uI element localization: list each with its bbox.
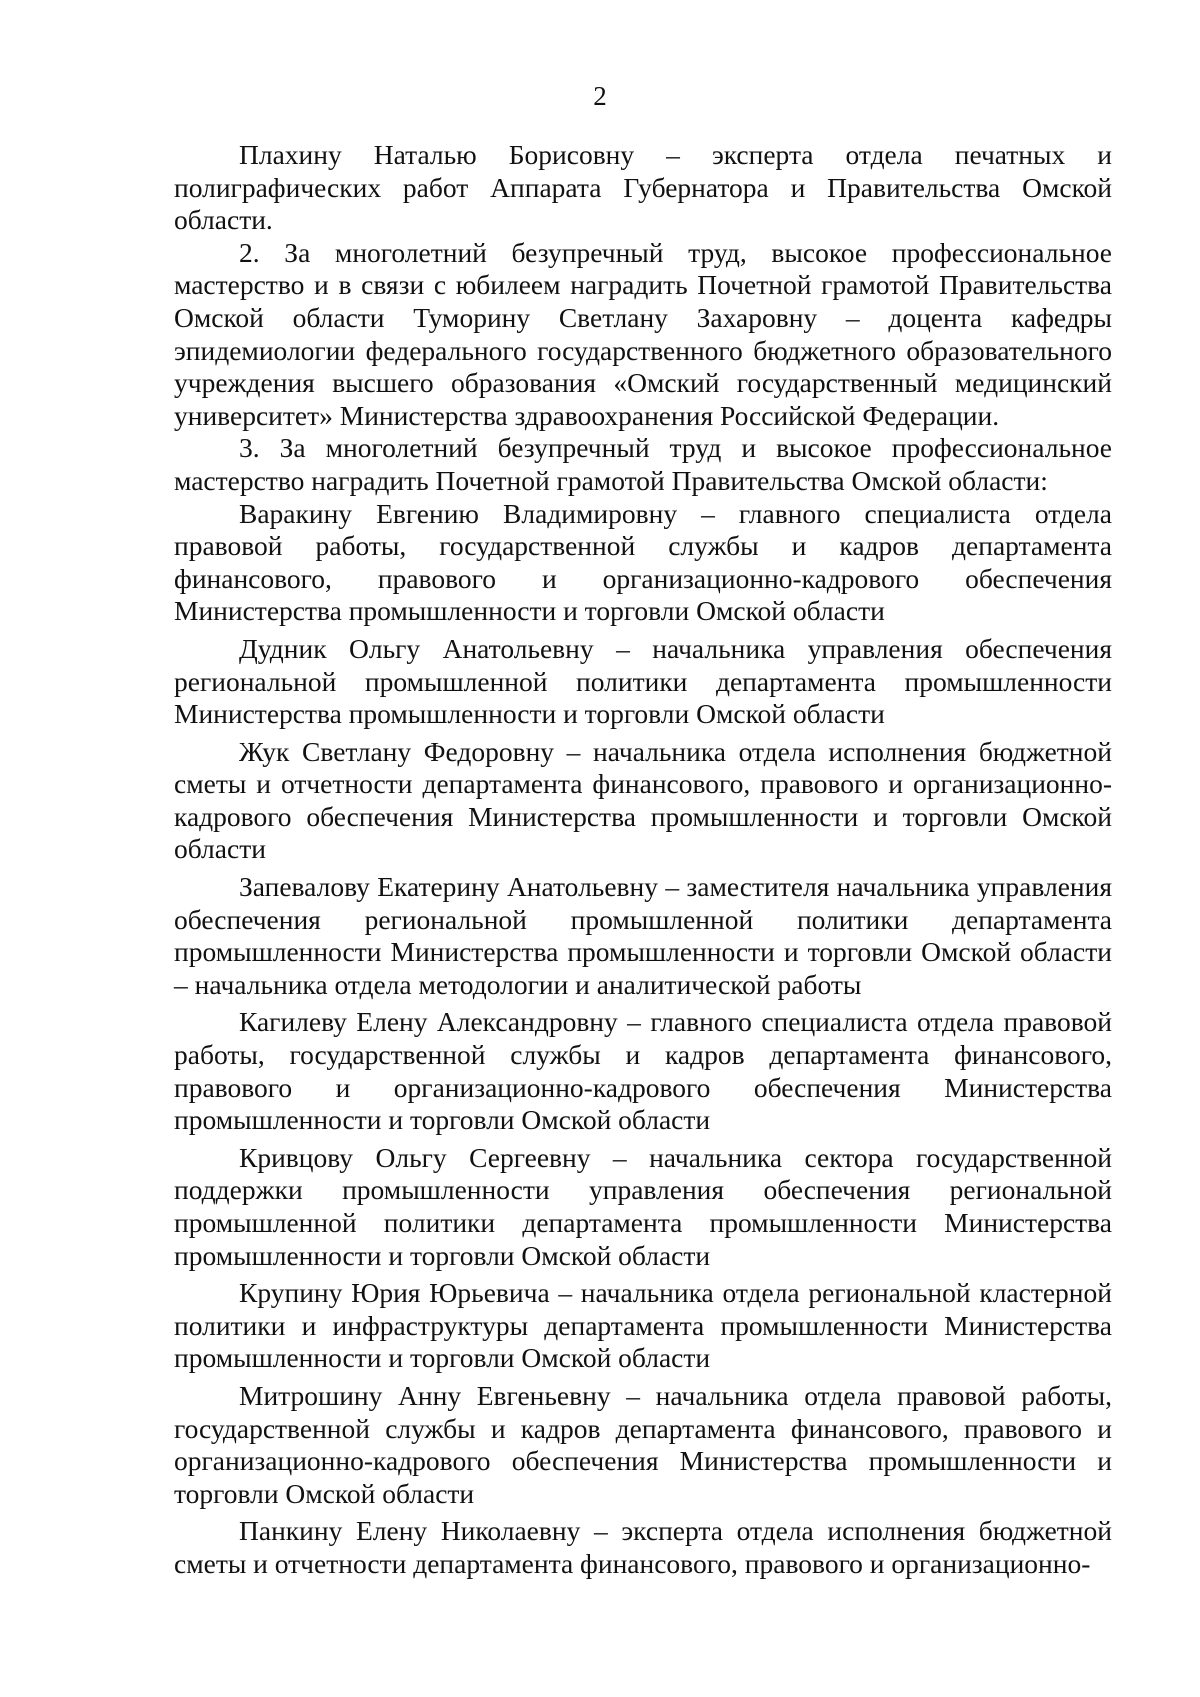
paragraph-plakhina: Плахину Наталью Борисовну – эксперта отдела печатных и полиграфических работ Аппарата Губернатора и Правительства Омской области. — [174, 139, 1112, 236]
paragraph-dudnik: Дудник Ольгу Анатольевну – начальника управления обеспечения региональной промышленной политики департамента промышленности Министерства промышленности и торговли Омской области — [174, 632, 1112, 730]
paragraph-krupin: Крупину Юрия Юрьевича – начальника отдела региональной кластерной политики и инфраструктуры департамента промышленности Министерства промышленности и торговли Омской области — [174, 1277, 1112, 1374]
paragraph-krivtsova: Кривцову Ольгу Сергеевну – начальника сектора государственной поддержки промышленности управления обеспечения региональной промышленной политики департамента промышленности Министерства промышленности и торговли Омской области — [174, 1141, 1112, 1271]
page-number: 2 — [593, 81, 607, 111]
paragraph-mitroshina: Митрошину Анну Евгеньевну – начальника отдела правовой работы, государственной службы и кадров департамента финансового, правового и организационно-кадрового обеспечения Министерства промышленности и торговли Омской области — [174, 1379, 1112, 1509]
paragraph-kagileva: Кагилеву Елену Александровну – главного специалиста отдела правовой работы, государственной службы и кадров департамента финансового, правового и организационно-кадрового обеспечения Министерства промышленности и торговли Омской области — [174, 1006, 1112, 1136]
paragraph-varakina: Варакину Евгению Владимировну – главного специалиста отдела правовой работы, государственной службы и кадров департамента финансового, правового и организационно-кадрового обеспечения Министерства промышленности и торговли Омской области — [174, 497, 1112, 627]
paragraph-pankina: Панкину Елену Николаевну – эксперта отдела исполнения бюджетной сметы и отчетности департамента финансового, правового и организационно- — [174, 1515, 1112, 1579]
paragraph-zapevalova: Запевалову Екатерину Анатольевну – заместителя начальника управления обеспечения региональной промышленной политики департамента промышленности Министерства промышленности и торговли Омской области – начальника отдела методологии и аналитической работы — [174, 871, 1112, 1000]
paragraph-zhuk: Жук Светлану Федоровну – начальника отдела исполнения бюджетной сметы и отчетности департамента финансового, правового и организационно-кадрового обеспечения Министерства промышленности и торговли Омской области — [174, 735, 1112, 865]
document-body — [174, 139, 1112, 1581]
paragraph-item-2-tumorina: 2. За многолетний безупречный труд, высокое профессиональное мастерство и в связи с юбилеем наградить Почетной грамотой Правительства Омской области Туморину Светлану Захаровну – доцента кафедры эпидемиологии федерального государственного бюджетного образовательного учреждения высшего образования «Омский государственный медицинский университет» Министерства здравоохранения Российской Федерации. — [174, 236, 1112, 431]
paragraph-item-3-intro: 3. За многолетний безупречный труд и высокое профессиональное мастерство наградить Почетной грамотой Правительства Омской области: — [174, 432, 1112, 496]
